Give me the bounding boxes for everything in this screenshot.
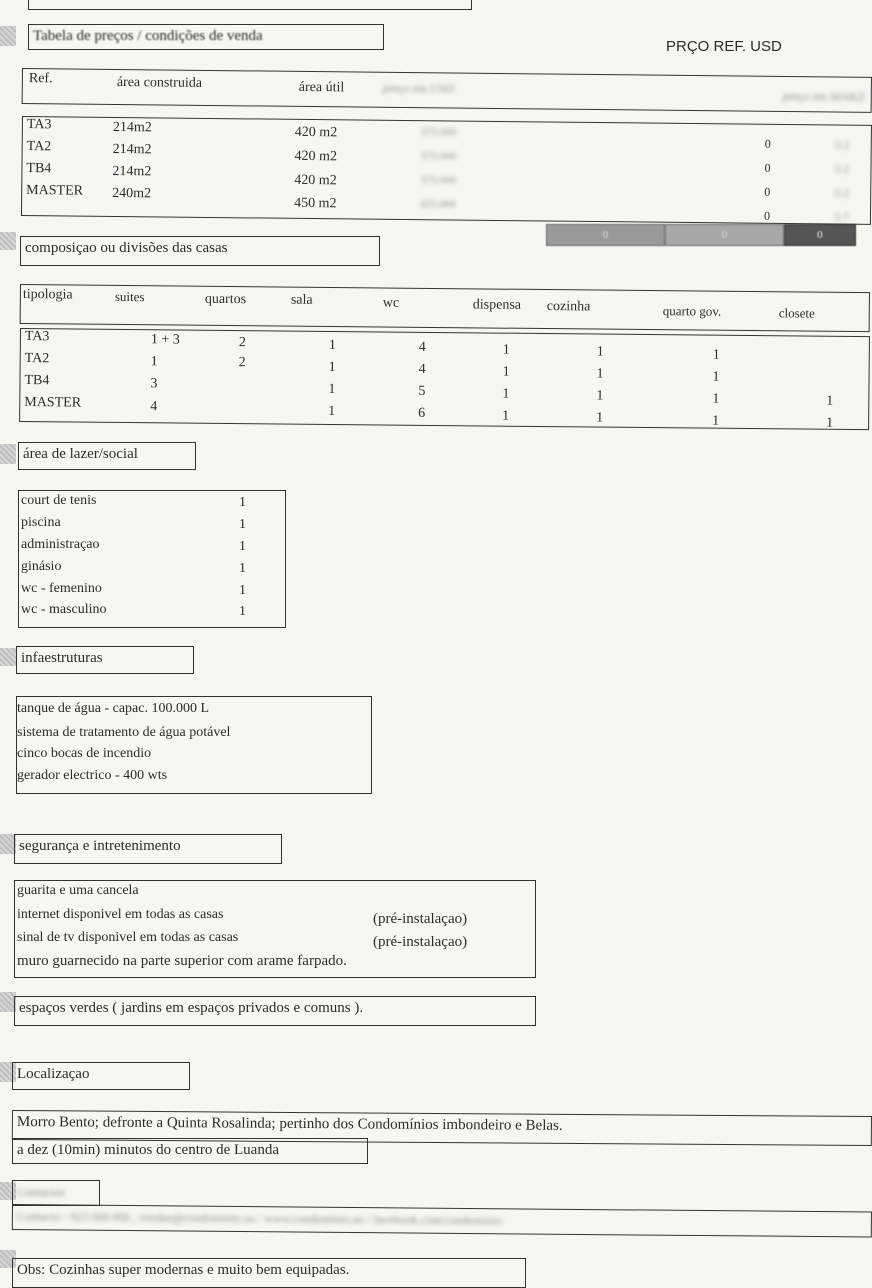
comp-cell: MASTER [24, 395, 82, 411]
row-useful: 420 m2 [294, 124, 338, 141]
comp-cell: 1 [328, 337, 336, 354]
row-useful: 420 m2 [294, 172, 337, 189]
row-zero: 0 [764, 136, 771, 151]
row-built: 214m2 [112, 141, 152, 158]
row-right: 3.7 [833, 209, 850, 224]
comp-cell: 1 [596, 366, 604, 382]
obs-text: Obs: Cozinhas super modernas e muito bem equipadas. [17, 1262, 350, 1278]
comp-cell: 1 [502, 386, 510, 402]
security-text: guarita e uma cancela [17, 883, 139, 898]
leisure-title [18, 442, 196, 470]
security-title-text: segurança e intretenimento [19, 838, 181, 854]
leisure-box [18, 490, 286, 628]
security-box [14, 880, 536, 978]
leisure-qty: 1 [239, 495, 246, 510]
totals-value: 0 [602, 229, 609, 241]
section-marker [0, 648, 16, 666]
infra-title-text: infaestruturas [21, 650, 103, 666]
col-ref: Ref. [28, 71, 53, 87]
comp-col: closete [778, 305, 815, 321]
price-ref-label: PRÇO REF. USD [666, 38, 782, 55]
comp-cell: 6 [418, 405, 426, 421]
comp-cell: 2 [238, 335, 246, 351]
price-header-row [22, 68, 872, 113]
leisure-qty: 1 [239, 561, 246, 576]
leisure-label: ginásio [21, 559, 62, 574]
comp-cell: 1 [502, 408, 510, 424]
comp-cell: 1 [712, 347, 720, 363]
row-useful: 420 m2 [294, 148, 338, 165]
totals-cell [665, 224, 784, 246]
leisure-label: piscina [21, 515, 61, 530]
comp-cell: 1 [328, 359, 336, 376]
row-right: 3.2 [834, 185, 850, 200]
comp-col: sala [290, 292, 313, 308]
security-title [14, 834, 282, 864]
top-box-fragment [28, 0, 472, 10]
location-line1-text: Morro Bento; defronte a Quinta Rosalinda; pertinho dos Condomínios imbondeiro e Belas. [16, 1114, 563, 1134]
section-marker [0, 444, 16, 464]
comp-cell: 1 [502, 342, 510, 358]
col-useful: área útil [298, 79, 345, 96]
row-built: 214m2 [112, 119, 152, 136]
leisure-label: court de tenis [21, 493, 97, 508]
comp-cell: 1 [596, 388, 604, 404]
security-note: (pré-instalaçao) [373, 934, 468, 950]
row-price: 425.000 [420, 198, 456, 211]
composition-title-text: composiçao ou divisões das casas [25, 240, 228, 256]
security-text: internet disponivel em todas as casas [17, 907, 224, 922]
price-body [21, 116, 872, 225]
leisure-label: administraçao [21, 537, 100, 552]
list-item: gerador electrico - 400 wts [17, 768, 168, 783]
comp-cell: 1 [596, 344, 604, 360]
infra-title [16, 646, 194, 674]
row-right: 3.2 [834, 137, 850, 152]
security-note: (pré-instalaçao) [373, 911, 468, 927]
row-zero: 0 [764, 160, 771, 175]
green-text: espaços verdes ( jardins em espaços privados e comuns ). [19, 1000, 364, 1016]
totals-bar [546, 224, 856, 246]
comp-cell: 2 [238, 355, 246, 371]
composition-header-row [20, 284, 870, 332]
contacts-line [12, 1204, 872, 1238]
col-right: preço em MAKZ [782, 88, 866, 104]
comp-col: quarto gov. [662, 303, 722, 319]
contacts-line-text: Contacto - 923 000 000 , vendas@condominio.ao / www.condominio.ao / facebook.com/condominio [16, 1209, 503, 1228]
col-price: preço em USD [382, 80, 455, 96]
row-price: 375.000 [420, 174, 457, 187]
comp-cell: TA3 [24, 329, 50, 345]
composition-body [19, 328, 870, 430]
row-right: 3.2 [834, 161, 850, 176]
contacts-title [12, 1180, 100, 1206]
comp-col: wc [382, 295, 400, 311]
leisure-qty: 1 [239, 583, 246, 598]
row-zero: 0 [764, 184, 771, 199]
location-title [12, 1062, 190, 1090]
row-zero: 0 [763, 208, 771, 223]
leisure-label: wc - masculino [21, 602, 107, 617]
comp-cell: 1 [596, 410, 604, 426]
comp-col: tipologia [22, 287, 73, 303]
totals-value: 0 [721, 229, 728, 241]
security-text: muro guarnecido na parte superior com arame farpado. [17, 953, 347, 969]
leisure-qty: 1 [239, 539, 246, 554]
green-box [14, 996, 536, 1026]
comp-cell: TA2 [24, 351, 50, 367]
comp-col: cozinha [546, 299, 591, 315]
comp-col: quartos [204, 291, 247, 308]
totals-cell [546, 224, 665, 246]
comp-cell: 1 [712, 369, 720, 385]
comp-cell: 1 [826, 393, 834, 409]
comp-cell: 1 [826, 415, 834, 431]
location-line2 [12, 1138, 368, 1164]
composition-title [20, 236, 380, 266]
col-built: área construida [116, 74, 203, 91]
comp-cell: 4 [150, 399, 158, 415]
comp-cell: 1 [328, 403, 336, 420]
leisure-qty: 1 [239, 604, 246, 619]
contacts-title-text: Contactos [17, 1185, 65, 1199]
row-ref: TA2 [26, 139, 52, 155]
comp-cell: TB4 [24, 373, 50, 389]
totals-value: 0 [817, 229, 823, 241]
row-ref: TA3 [26, 117, 52, 133]
price-table-title-text: Tabela de preços / condições de venda [33, 28, 263, 44]
list-item: sistema de tratamento de água potável [17, 725, 231, 740]
leisure-title-text: área de lazer/social [23, 446, 138, 462]
comp-cell: 1 [712, 413, 720, 429]
comp-cell: 1 [328, 381, 336, 398]
row-useful: 450 m2 [294, 195, 337, 212]
leisure-qty: 1 [239, 517, 246, 532]
comp-cell: 1 [150, 354, 158, 370]
comp-cell: 4 [418, 339, 426, 355]
security-text: sinal de tv disponivel em todas as casas [17, 930, 239, 945]
section-marker [0, 26, 16, 46]
row-ref: TB4 [26, 161, 52, 177]
comp-cell: 4 [418, 361, 426, 377]
row-ref: MASTER [26, 183, 84, 199]
comp-cell: 3 [150, 376, 158, 392]
comp-col: dispensa [472, 297, 522, 313]
comp-cell: 1 [712, 391, 720, 407]
price-table-title [28, 24, 384, 50]
comp-cell: 1 + 3 [150, 332, 180, 348]
location-line2-text: a dez (10min) minutos do centro de Luanda [17, 1142, 280, 1158]
section-marker [0, 232, 16, 250]
comp-cell: 1 [502, 364, 510, 380]
row-built: 240m2 [112, 185, 152, 202]
obs-box [12, 1258, 526, 1288]
totals-cell [784, 224, 856, 246]
comp-cell: 5 [418, 383, 426, 399]
row-built: 214m2 [112, 163, 152, 180]
comp-col: suites [114, 288, 145, 305]
row-price: 375.000 [420, 126, 457, 139]
list-item: cinco bocas de incendio [17, 746, 152, 761]
leisure-label: wc - femenino [21, 581, 102, 596]
list-item: tanque de água - capac. 100.000 L [17, 701, 210, 716]
location-title-text: Localizaçao [17, 1066, 90, 1082]
row-price: 375.000 [420, 150, 457, 163]
infra-box [16, 696, 372, 794]
